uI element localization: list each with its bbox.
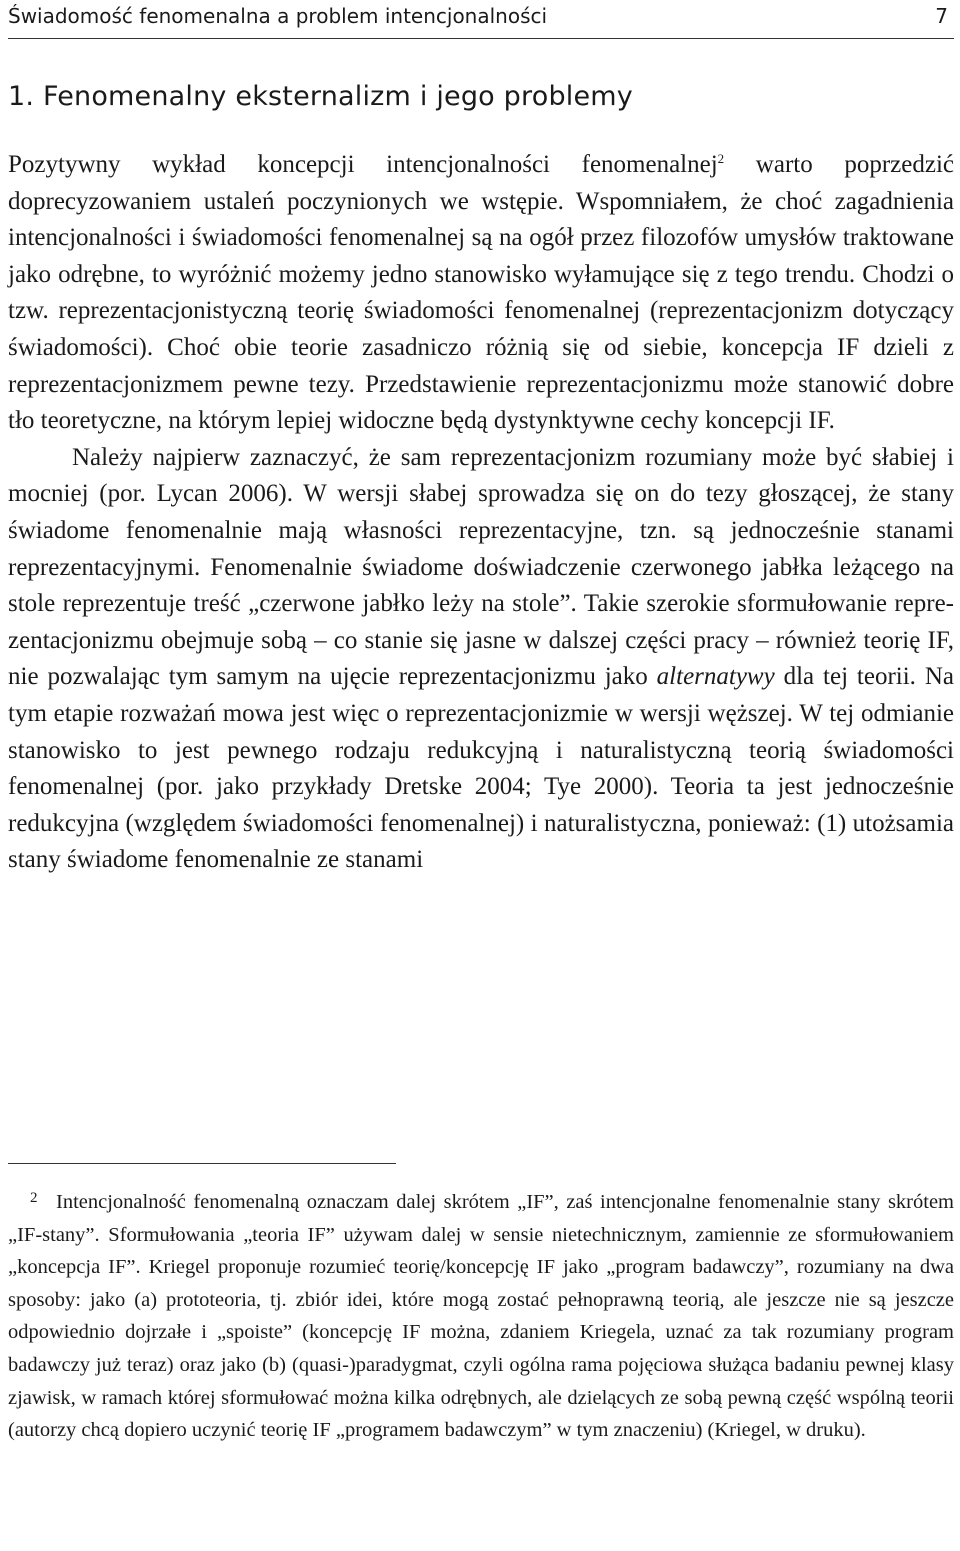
page-number: 7 xyxy=(935,4,948,28)
book-page xyxy=(8,0,954,879)
footnote xyxy=(8,1186,954,1447)
body-text xyxy=(8,147,954,879)
footnote-text: Intencjonalność fenomenalną oznaczam dalej skrótem „IF”, zaś intencjonalne fenomenalnie stany skrótem „IF-stany”. Sformułowania „teoria IF” używam dalej w sensie nietechnicznym, zamiennie ze sformułowaniem „koncepcja IF”. Kriegel proponuje rozumieć teorię/koncepcję IF jako „program badawczy”, rozumiany na dwa sposoby: jako (a) prototeoria, tj. zbiór idei, które mogą zostać pełnoprawną teorią, ale jeszcze nie są jeszcze odpowiednio dojrzałe i „spoiste” (koncepcję IF można, zdaniem Kriegela, uznać za tak rozumiany program badawczy już teraz) oraz jako (b) (quasi-)paradygmat, czyli ogólna rama pojęciowa służąca badaniu pewnej klasy zjawisk, w ramach której sformułować można kilka odrębnych, ale dzielących ze sobą pewną część wspólną teorii (autorzy chcą dopiero uczynić teorię IF „programem badawczym” w tym znaczeniu) (Kriegel, w druku). xyxy=(8,1191,954,1442)
paragraph-2-italic: alternatywy xyxy=(656,663,775,691)
section-heading: 1. Fenomenalny eksternalizm i jego problemy xyxy=(8,81,633,112)
paragraph-2 xyxy=(8,440,954,879)
footnote-divider xyxy=(8,1163,396,1164)
footnote-reference: 2 xyxy=(717,151,725,166)
paragraph-1-part-2: warto poprzedzić doprecyzowaniem ustaleń poczynionych we wstępie. Wspomniałem, że choć zagadnienia intencjonalności i świadomości fenomenalnej są na ogół przez filozofów umysłów traktowane jako odrębne, to wyróżnić możemy jedno stanowisko wyłamujące się z tego trendu. Chodzi o tzw. reprezentacjonistyczną teorię świadomości fenomenalnej (reprezentacjonizm dotyczący świadomości). Choć obie teorie zasadniczo różnią się od siebie, koncepcja IF dzieli z reprezentacjonizmem pewne tezy. Przedstawienie reprezentacjonizmu może stanowić dobre tło teoretyczne, na którym lepiej widoczne będą dystynktywne cechy koncepcji IF. xyxy=(8,151,954,435)
running-header-title: Świadomość fenomenalna a problem intencjonalności xyxy=(8,4,548,28)
running-header xyxy=(8,0,954,39)
paragraph-1 xyxy=(8,147,954,440)
paragraph-2-part-2: dla tej teorii. Na tym etapie rozważań mowa jest więc o reprezentacjonizmie w wersji węższej. W tej odmianie stanowisko to jest pewnego rodzaju redukcyjną i naturalistyczną teorią świadomości fenomenalnej (por. jako przykłady Dretske 2004; Tye 2000). Teoria ta jest jednocześnie redukcyjna (względem świadomości fenomenalnej) i naturalistyczna, ponieważ: (1) utożsamia stany świadome fenomenalnie ze stanami xyxy=(8,663,954,874)
paragraph-1-part-1: Pozytywny wykład koncepcji intencjonalności fenomenalnej xyxy=(8,151,718,178)
footnote-paragraph: 2 Intencjonalność fenomenalną oznaczam dalej skrótem „IF”, zaś intencjonalne fenomenalnie stany skrótem „IF-stany”. Sformułowania „teoria IF” używam dalej w sensie nietechnicznym, zamiennie ze sformułowaniem „koncepcja IF”. Kriegel proponuje rozumieć teorię/koncepcję IF jako „program badawczy”, rozumiany na dwa sposoby: jako (a) prototeoria, tj. zbiór idei, które mogą zostać pełnoprawną teorią, ale jeszcze nie są jeszcze odpowiednio dojrzałe i „spoiste” (koncepcję IF można, zdaniem Kriegela, uznać za tak rozumiany program badawczy już teraz) oraz jako (b) (quasi-)paradygmat, czyli ogólna rama pojęciowa służąca badaniu pewnej klasy zjawisk, w ramach której sformułować można kilka odrębnych, ale dzielących ze sobą pewną część wspólną teorii (autorzy chcą dopiero uczynić teorię IF „programem badawczym” w tym znaczeniu) (Kriegel, w druku). xyxy=(8,1190,954,1442)
paragraph-2-part-1: Należy najpierw zaznaczyć, że sam reprezentacjonizm rozumiany może być słabiej i mocniej (por. Lycan 2006). W wersji słabej sprowadza się on do tezy głoszącej, że stany świadome fenomenalnie mają własności reprezentacyjne, tzn. są jednocześnie stanami reprezentacyjnymi. Fenomenalnie świadome doświadczenie czerwonego jabłka leżącego na stole reprezentuje treść „czerwone jabłko leży na stole”. Takie szerokie sformułowanie reprezentacjonizmu obejmuje sobą – co stanie się jasne w dalszej części pracy – również teorię IF, nie pozwalając tym samym na ujęcie reprezentacjonizmu jako xyxy=(8,443,954,691)
